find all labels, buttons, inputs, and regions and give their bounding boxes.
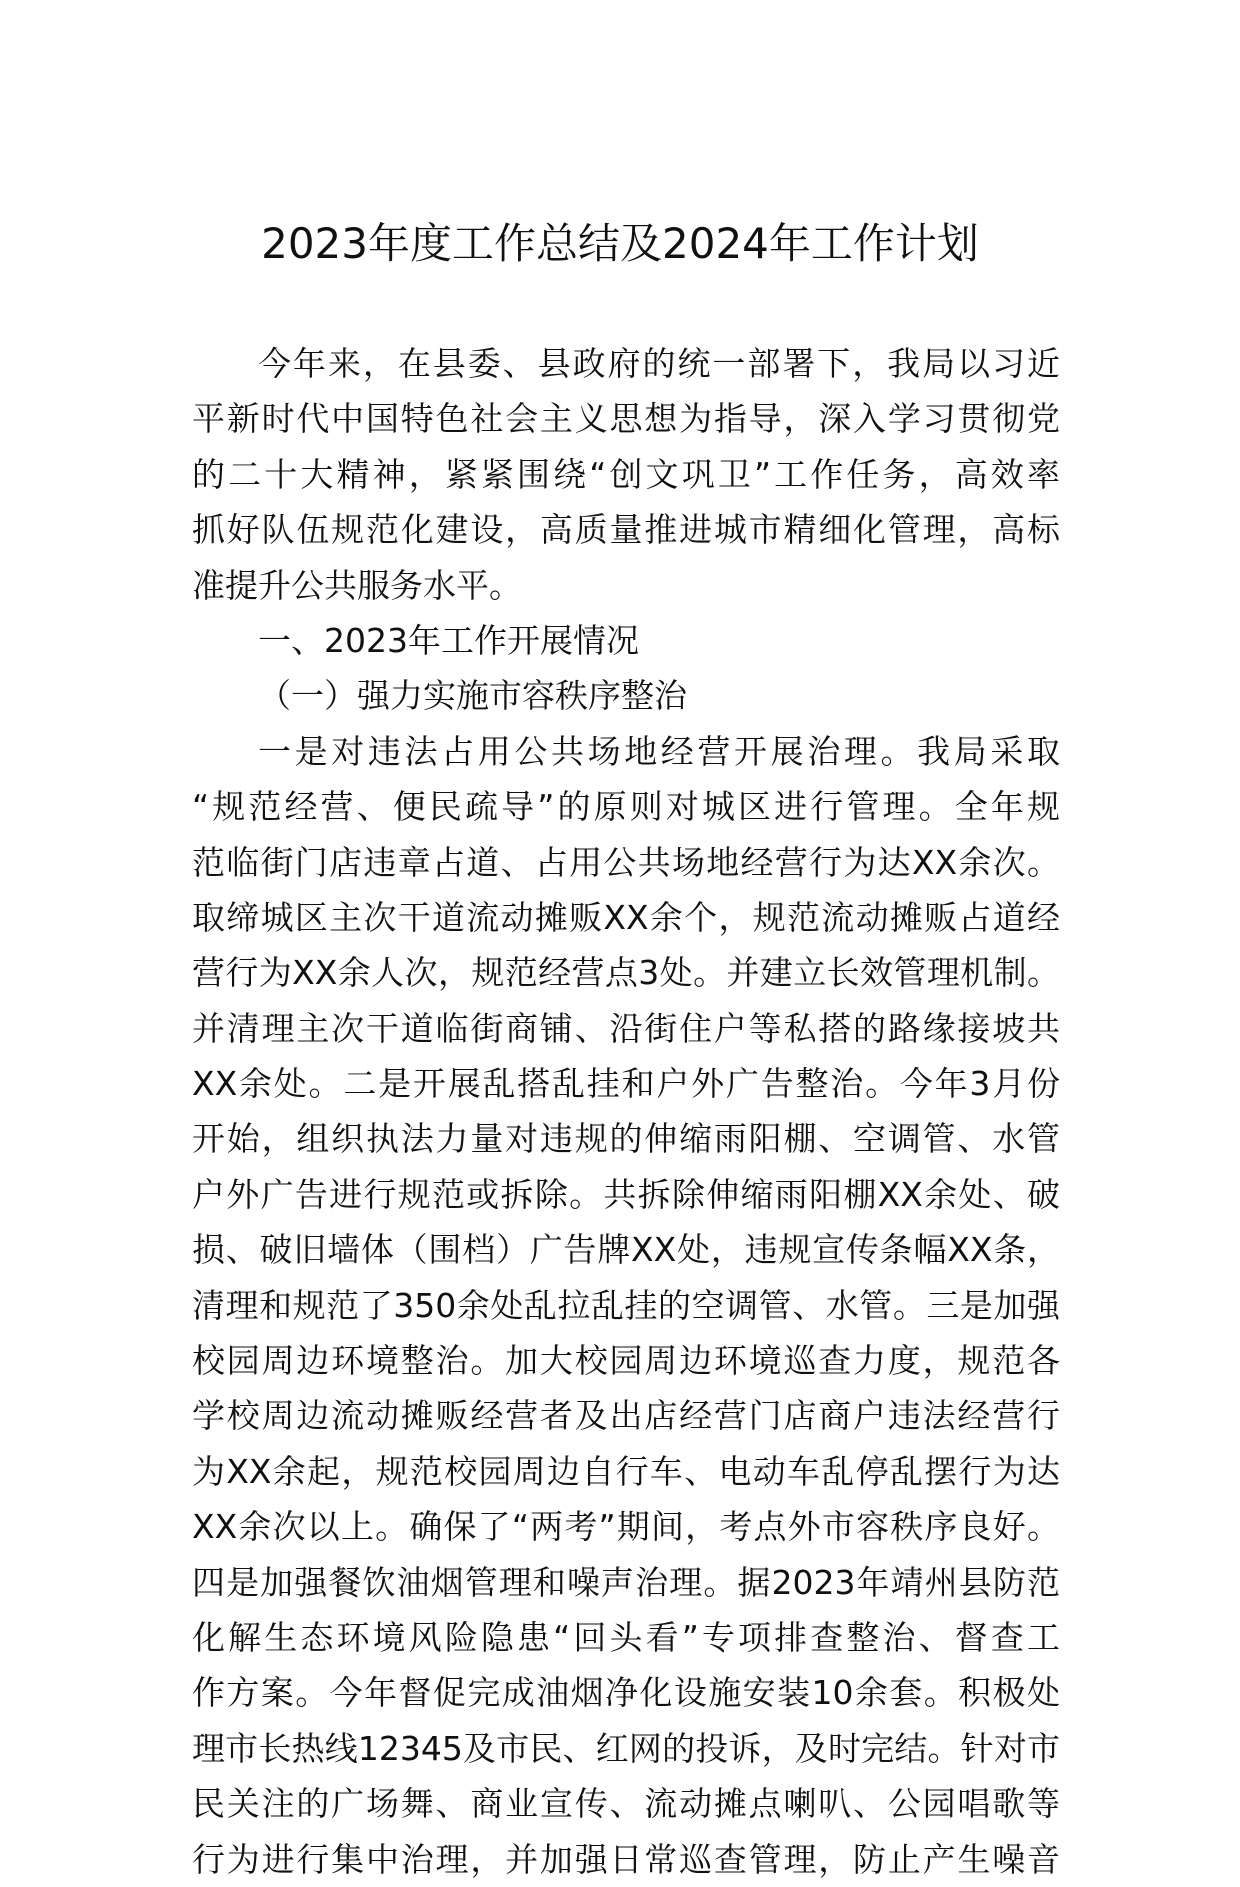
body-line: 抓好队伍规范化建设，高质量推进城市精细化管理，高标 <box>192 510 1060 550</box>
body-line: 行为进行集中治理，并加强日常巡查管理，防止产生噪音 <box>192 1839 1060 1879</box>
body-line: 并清理主次干道临街商铺、沿街住户等私搭的路缘接坡共 <box>192 1008 1060 1048</box>
body-line: 作方案。今年督促完成油烟净化设施安装10余套。积极处 <box>192 1673 1060 1713</box>
body-line: 民关注的广场舞、商业宣传、流动摊点喇叭、公园唱歌等 <box>192 1784 1060 1824</box>
body-line: XX余处。二是开展乱搭乱挂和户外广告整治。今年3月份 <box>192 1064 1060 1104</box>
body-line: （一）强力实施市容秩序整治 <box>258 676 687 716</box>
body-line: 的二十大精神，紧紧围绕“创文巩卫”工作任务，高效率 <box>192 454 1060 494</box>
body-line: 校园周边环境整治。加大校园周边环境巡查力度，规范各 <box>192 1341 1060 1381</box>
body-line: 开始，组织执法力量对违规的伸缩雨阳棚、空调管、水管 <box>192 1119 1060 1159</box>
body-line: 四是加强餐饮油烟管理和噪声治理。据2023年靖州县防范 <box>192 1562 1060 1602</box>
document-title: 2023年度工作总结及2024年工作计划 <box>261 219 979 268</box>
body-line: 户外广告进行规范或拆除。共拆除伸缩雨阳棚XX余处、破 <box>192 1174 1060 1214</box>
body-line: 平新时代中国特色社会主义思想为指导，深入学习贯彻党 <box>192 399 1060 439</box>
body-line: 理市长热线12345及市民、红网的投诉，及时完结。针对市 <box>192 1728 1060 1768</box>
body-line: XX余次以上。确保了“两考”期间，考点外市容秩序良好。 <box>192 1507 1060 1547</box>
body-line: 范临街门店违章占道、占用公共场地经营行为达XX余次。 <box>192 842 1060 882</box>
body-line: 清理和规范了350余处乱拉乱挂的空调管、水管。三是加强 <box>192 1285 1060 1325</box>
body-line: 损、破旧墙体（围档）广告牌XX处，违规宣传条幅XX条， <box>192 1230 1060 1270</box>
document-body <box>192 336 1060 1887</box>
body-line: “规范经营、便民疏导”的原则对城区进行管理。全年规 <box>192 787 1060 827</box>
body-line: 为XX余起，规范校园周边自行车、电动车乱停乱摆行为达 <box>192 1451 1060 1491</box>
body-line: 今年来，在县委、县政府的统一部署下，我局以习近 <box>258 344 1060 383</box>
body-line: 准提升公共服务水平。 <box>192 565 522 605</box>
body-line: 一是对违法占用公共场地经营开展治理。我局采取 <box>258 731 1060 771</box>
body-line: 学校周边流动摊贩经营者及出店经营门店商户违法经营行 <box>192 1396 1060 1436</box>
body-line: 营行为XX余人次，规范经营点3处。并建立长效管理机制。 <box>192 953 1060 993</box>
body-line: 一、2023年工作开展情况 <box>258 620 639 660</box>
body-line: 取缔城区主次干道流动摊贩XX余个，规范流动摊贩占道经 <box>192 897 1060 937</box>
body-line: 化解生态环境风险隐患“回头看”专项排查整治、督查工 <box>192 1617 1060 1657</box>
